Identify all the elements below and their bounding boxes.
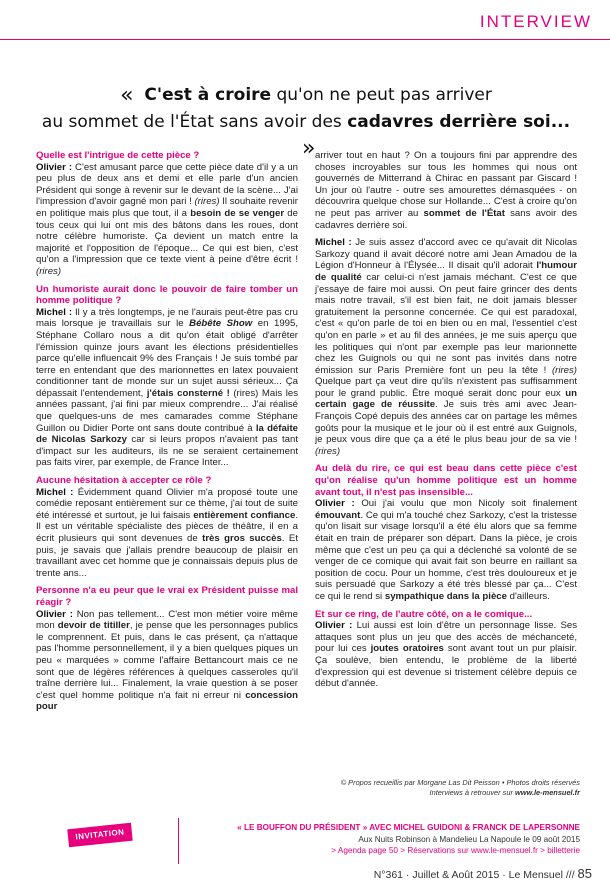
promo-links[interactable]: > Agenda page 50 > Réservations sur www.le-mensuel.fr > billetterie: [331, 846, 580, 855]
answer-paragraph: [315, 237, 577, 457]
emphasis-text: Bébête Show: [189, 318, 253, 330]
page-footer: [374, 866, 592, 881]
emphasis-text: sommet de l'État: [423, 207, 505, 219]
aside-text: (rires): [36, 265, 62, 277]
answer-text: Non pas tellement... C'est mon métier voire même mon: [36, 608, 298, 632]
left-column: [36, 150, 298, 719]
answer-text: sans avoir des cadavres derrière soi.: [315, 207, 578, 231]
aside-text: (rires): [194, 196, 220, 208]
question-heading: Et sur ce ring, de l'autre côté, on a le comique...: [315, 608, 533, 620]
aside-text: (rires): [315, 445, 341, 457]
photo-credit: [315, 778, 580, 798]
emphasis-text: la défaite de Nicolas Sarkozy: [36, 422, 298, 446]
question-heading: Un humoriste aurait donc le pouvoir de faire tomber un homme politique ?: [36, 283, 298, 307]
answer-paragraph: [315, 150, 577, 231]
emphasis-text: émouvant: [315, 509, 361, 521]
aside-text: (rires): [551, 364, 577, 376]
answer-paragraph: [36, 162, 298, 278]
promo-title: « LE BOUFFON DU PRÉSIDENT » AVEC MICHEL GUIDONI & FRANCK DE LAPERSONNE: [237, 823, 580, 832]
answer-text: en 1995, Stéphane Collaro nous a dit qu'on était obligé d'arrêter l'émission quinze jours avant les élections présidentielles parce qu'elle influencait 9% des Français ! Je suis tombé par terre en entendant que des marionnettes en latex pouvaient conditionner tant de monde sur un sujet aussi sérieux... Ça dépassait l'entendement,: [36, 318, 298, 399]
answer-text: Il souhaite revenir en politique mais plus que tout, il a: [36, 196, 299, 219]
emphasis-text: besoin de se venger: [190, 207, 285, 219]
issue-info: N°361 · Juillet & Août 2015 · Le Mensuel ///: [373, 869, 578, 881]
event-promo: [180, 822, 580, 857]
quote-line1-bold: C'est à croire: [144, 85, 272, 105]
emphasis-text: sympathique dans la pièce: [384, 590, 507, 602]
speaker-name: Michel :: [315, 237, 352, 249]
answer-text: . Je suis très ami avec Jean-François Copé depuis des années car on partage les mêmes goûts pour la musique et le jour où il est entré aux Guignols, je peux vous dire que ça a été le plus beau jour de sa vie !: [315, 399, 577, 446]
speaker-name: Michel :: [36, 306, 73, 318]
promo-divider: [178, 818, 179, 864]
emphasis-text: concession pour: [36, 689, 298, 713]
answer-text: sont avant tout un pur plaisir. Ça soulève, bien entendu, le problème de la liberté d'expression qui est devenue si tristement célèbre depuis ce début d'année.: [315, 643, 578, 690]
credit-line: [315, 788, 580, 798]
answer-text: car si leurs propos n'avaient pas tant d'impact sur les auditeurs, ils ne se seraient certainement pas faits virer, par exemple, de France Inter...: [36, 434, 298, 469]
answer-text: C'est amusant parce que cette pièce date d'il y a un peu plus de deux ans et demi et elle parle d'un ancien Président qui songe à revenir sur le devant de la scène... J'ai l'impression d'avoir gagné mon pari !: [36, 161, 298, 208]
website-link[interactable]: www.le-mensuel.fr: [514, 788, 580, 797]
answer-text: Lui aussi est loin d'être un personnage lisse. Ses attaques sont plus un jeu que des accès de méchanceté, pour lui ces: [315, 620, 577, 655]
answer-text: (rires) Mais les années passant, j'ai fini par mieux comprendre... J'ai réalisé que quelques-uns de mes camarades comme Stéphane Guillon ou Didier Porte ont sans doute contribué à: [36, 387, 298, 434]
answer-text: Oui j'ai voulu que mon Nicoly soit finalement: [354, 498, 577, 510]
speaker-name: Olivier :: [315, 498, 355, 510]
page-header: [0, 0, 610, 40]
credit-line: © Propos recueillis par Morgane Las Dit Peisson • Photos droits réservés: [340, 778, 580, 787]
header-rule: [0, 39, 610, 40]
answer-text: . Il est un véritable spécialiste des pièces de théâtre, il en a écrit plusieurs qui sont devenues de: [36, 509, 298, 544]
emphasis-text: devoir de titiller: [57, 620, 130, 632]
answer-text: car celui-ci n'est jamais méchant. C'est ce que j'essaye de faire moi aussi. On peut faire grincer des dents mais notre travail, s'il est bien fait, ne doit jamais blesser gratuitement la personne concernée. Ce qui est paradoxal, c'est « qu'on parle de toi en bien ou en mal, l'essentiel c'est qu'on en parle » et au fil des années, je me suis aperçu que les politiques qui n'ont par exemple pas leur marionnette chez les Guignols ou qui ne sont pas invités dans notre émission sur Paris Première font un peu la tête !: [315, 271, 577, 376]
answer-text: d'ailleurs.: [506, 590, 550, 602]
question-heading: Quelle est l'intrigue de cette pièce ?: [36, 150, 200, 161]
speaker-name: Olivier :: [315, 620, 353, 632]
answer-paragraph: [315, 620, 577, 690]
speaker-name: Olivier :: [36, 608, 73, 620]
question-heading: Personne n'a eu peur que le vrai ex Président puisse mal réagir ?: [36, 585, 298, 608]
answer-paragraph: [315, 498, 577, 602]
answer-text: . Ce qui m'a touché chez Sarkozy, c'est la tristesse qu'on lisait sur visage lorsqu'il a été élu alors que sa femme était en train de préparer son départ. Dans la pièce, je crois même que c'est un peu ça qui a déclenché sa volonté de se venger de ce comique qui avait fait son beurre en raillant sa position de cocu. Pour un homme, c'est très douloureux et je suis persuadé que Sarkozy a été très blessé par ça... C'est ce qui le rend si: [315, 509, 577, 602]
emphasis-text: j'étais consterné !: [146, 387, 230, 399]
answer-text: Quelque part ça veut dire qu'ils n'existent pas suffisamment pour le grand public. Être moqué serait donc pour eux: [315, 376, 577, 399]
answer-text: , je pense que les personnages publics le comprennent. Et puis, dans le cas présent, ça n'attaque pas l'homme personnellement, il y a bien quelques piques un peu « marquées » comme l'affaire Bettancourt mais ce ne sont que de légères références à quelques casseroles qu'il traîne derrière lui... Finalement, la vraie question à se poser c'est quel homme politique n'a fait ni erreur ni: [36, 620, 298, 701]
quote-line2-bold: cadavres derrière soi...: [347, 112, 571, 132]
answer-paragraph: [36, 487, 298, 580]
invitation-badge: INVITATION: [67, 823, 133, 848]
section-title: INTERVIEW: [479, 12, 592, 31]
right-column: [315, 150, 577, 696]
speaker-name: Olivier :: [36, 161, 73, 173]
emphasis-text: très gros succès: [202, 533, 282, 544]
answer-text: Je suis assez d'accord avec ce qu'avait dit Nicolas Sarkozy quand il avait décoré notre ami Jean Amadou de la Légion d'Honneur à l'Élysée... Il disait qu'il adorait: [315, 237, 577, 272]
quote-line1: qu'on ne peut pas arriver: [271, 85, 492, 105]
quote-open-mark: «: [120, 83, 134, 108]
emphasis-text: joutes oratoires: [370, 643, 444, 655]
quote-close-mark: »: [301, 136, 316, 161]
emphasis-text: un certain gage de réussite: [315, 387, 577, 411]
emphasis-text: entièrement confiance: [193, 509, 296, 521]
quote-line2: au sommet de l'État sans avoir des: [41, 112, 348, 132]
answer-text: de tous ceux qui lui ont mis des bâtons dans les roues, dont notre célèbre humoriste. Ça devient un match entre la majorité et l'opposition de l'époque... Ce qui est bien, c'est qu'on a l'impression que ce texte vient à peine d'être écrit !: [36, 207, 298, 266]
answer-text: Il y a très longtemps, je ne l'aurais peut-être pas cru mais lorsque je travaillais sur le: [36, 306, 298, 330]
promo-venue: Aux Nuits Robinson à Mandelieu La Napoule le 09 août 2015: [358, 834, 580, 844]
speaker-name: Michel :: [36, 486, 74, 498]
page-number: 85: [577, 866, 592, 881]
credit-text: Interviews à retrouver sur: [429, 788, 515, 797]
answer-text: . Et puis, je savais que j'allais prendre beaucoup de plaisir en travaillant avec cet homme que je connaissais depuis plus de trente ans...: [36, 533, 298, 579]
question-heading: Au delà du rire, ce qui est beau dans cette pièce c'est qu'on réalise qu'un homme politique est un homme avant tout, il n'est pas insensible...: [315, 463, 577, 498]
question-heading: Aucune hésitation à accepter ce rôle ?: [36, 475, 212, 487]
answer-text: arriver tout en haut ? On a toujours fini par apprendre des choses incroyables sur tous les hommes qui nous ont gouvernés de Mitterrand à Chirac en passant par Giscard ! Un jour où l'autre - outre ses amourettes démasquées - on découvrira quelque chose sur Hollande... C'est à croire qu'on ne peut pas arriver au: [315, 150, 577, 219]
answer-paragraph: [36, 307, 298, 469]
answer-text: Évidemment quand Olivier m'a proposé toute une comédie reposant entièrement sur ce thème, j'ai tout de suite été intéressé et surtout, je lui faisais: [36, 486, 298, 521]
answer-paragraph: [36, 609, 298, 713]
emphasis-text: l'humour de qualité: [315, 260, 577, 283]
